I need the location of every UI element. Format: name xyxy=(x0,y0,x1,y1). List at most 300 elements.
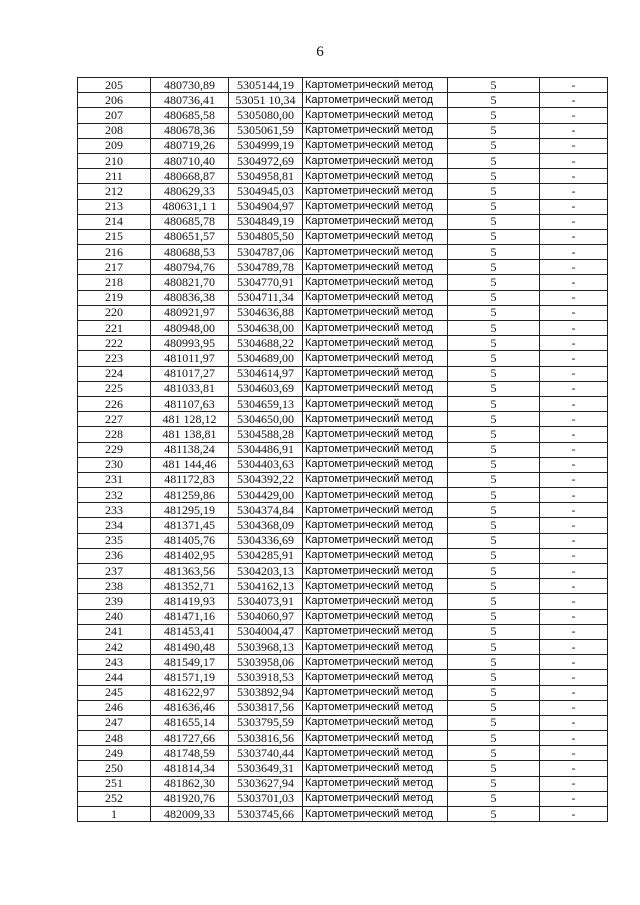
table-row xyxy=(78,260,608,275)
description-cell: - xyxy=(540,138,608,153)
x-coordinate-cell: 481453,41 xyxy=(151,624,229,639)
table-row xyxy=(78,518,608,533)
method-cell: Картометрический метод xyxy=(303,138,448,153)
x-coordinate-cell: 480948,00 xyxy=(151,321,229,336)
method-cell: Картометрический метод xyxy=(303,715,448,730)
description-cell: - xyxy=(540,381,608,396)
accuracy-cell: 5 xyxy=(448,670,540,685)
table-row xyxy=(78,138,608,153)
table-row xyxy=(78,78,608,93)
x-coordinate-cell: 480710,40 xyxy=(151,153,229,168)
point-number-cell: 219 xyxy=(78,290,151,305)
y-coordinate-cell: 53051 10,34 xyxy=(229,93,303,108)
description-cell: - xyxy=(540,807,608,822)
accuracy-cell: 5 xyxy=(448,336,540,351)
point-number-cell: 215 xyxy=(78,229,151,244)
description-cell: - xyxy=(540,290,608,305)
table-row xyxy=(78,412,608,427)
point-number-cell: 245 xyxy=(78,685,151,700)
method-cell: Картометрический метод xyxy=(303,700,448,715)
y-coordinate-cell: 5303649,31 xyxy=(229,761,303,776)
y-coordinate-cell: 5303958,06 xyxy=(229,655,303,670)
accuracy-cell: 5 xyxy=(448,108,540,123)
table-row xyxy=(78,169,608,184)
x-coordinate-cell: 481107,63 xyxy=(151,396,229,411)
accuracy-cell: 5 xyxy=(448,260,540,275)
description-cell: - xyxy=(540,229,608,244)
description-cell: - xyxy=(540,791,608,806)
accuracy-cell: 5 xyxy=(448,655,540,670)
point-number-cell: 212 xyxy=(78,184,151,199)
method-cell: Картометрический метод xyxy=(303,245,448,260)
table-row xyxy=(78,655,608,670)
table-row xyxy=(78,548,608,563)
x-coordinate-cell: 481727,66 xyxy=(151,731,229,746)
method-cell: Картометрический метод xyxy=(303,305,448,320)
accuracy-cell: 5 xyxy=(448,624,540,639)
table-row xyxy=(78,746,608,761)
point-number-cell: 208 xyxy=(78,123,151,138)
accuracy-cell: 5 xyxy=(448,685,540,700)
x-coordinate-cell: 480685,58 xyxy=(151,108,229,123)
description-cell: - xyxy=(540,108,608,123)
table-row xyxy=(78,321,608,336)
y-coordinate-cell: 5304904,97 xyxy=(229,199,303,214)
y-coordinate-cell: 5304614,97 xyxy=(229,366,303,381)
point-number-cell: 236 xyxy=(78,548,151,563)
point-number-cell: 206 xyxy=(78,93,151,108)
accuracy-cell: 5 xyxy=(448,807,540,822)
point-number-cell: 217 xyxy=(78,260,151,275)
method-cell: Картометрический метод xyxy=(303,685,448,700)
x-coordinate-cell: 481017,27 xyxy=(151,366,229,381)
point-number-cell: 235 xyxy=(78,533,151,548)
description-cell: - xyxy=(540,564,608,579)
table-row xyxy=(78,245,608,260)
y-coordinate-cell: 5304162,13 xyxy=(229,579,303,594)
x-coordinate-cell: 481402,95 xyxy=(151,548,229,563)
accuracy-cell: 5 xyxy=(448,594,540,609)
x-coordinate-cell: 480629,33 xyxy=(151,184,229,199)
x-coordinate-cell: 481 138,81 xyxy=(151,427,229,442)
y-coordinate-cell: 5303745,66 xyxy=(229,807,303,822)
table-row xyxy=(78,761,608,776)
y-coordinate-cell: 5303701,03 xyxy=(229,791,303,806)
method-cell: Картометрический метод xyxy=(303,442,448,457)
point-number-cell: 226 xyxy=(78,396,151,411)
coordinates-table-body xyxy=(78,78,608,822)
accuracy-cell: 5 xyxy=(448,609,540,624)
method-cell: Картометрический метод xyxy=(303,776,448,791)
description-cell: - xyxy=(540,169,608,184)
y-coordinate-cell: 5304392,22 xyxy=(229,472,303,487)
accuracy-cell: 5 xyxy=(448,123,540,138)
y-coordinate-cell: 5304486,91 xyxy=(229,442,303,457)
point-number-cell: 205 xyxy=(78,78,151,93)
table-row xyxy=(78,123,608,138)
y-coordinate-cell: 5304203,13 xyxy=(229,564,303,579)
table-row xyxy=(78,700,608,715)
accuracy-cell: 5 xyxy=(448,518,540,533)
x-coordinate-cell: 480719,26 xyxy=(151,138,229,153)
method-cell: Картометрический метод xyxy=(303,78,448,93)
x-coordinate-cell: 481011,97 xyxy=(151,351,229,366)
method-cell: Картометрический метод xyxy=(303,229,448,244)
y-coordinate-cell: 5304336,69 xyxy=(229,533,303,548)
point-number-cell: 249 xyxy=(78,746,151,761)
y-coordinate-cell: 5304004,47 xyxy=(229,624,303,639)
method-cell: Картометрический метод xyxy=(303,791,448,806)
method-cell: Картометрический метод xyxy=(303,746,448,761)
y-coordinate-cell: 5304603,69 xyxy=(229,381,303,396)
y-coordinate-cell: 5304958,81 xyxy=(229,169,303,184)
y-coordinate-cell: 5304285,91 xyxy=(229,548,303,563)
method-cell: Картометрический метод xyxy=(303,533,448,548)
point-number-cell: 225 xyxy=(78,381,151,396)
point-number-cell: 228 xyxy=(78,427,151,442)
point-number-cell: 222 xyxy=(78,336,151,351)
y-coordinate-cell: 5304650,00 xyxy=(229,412,303,427)
y-coordinate-cell: 5303918,53 xyxy=(229,670,303,685)
description-cell: - xyxy=(540,93,608,108)
description-cell: - xyxy=(540,685,608,700)
y-coordinate-cell: 5304073,91 xyxy=(229,594,303,609)
x-coordinate-cell: 481295,19 xyxy=(151,503,229,518)
accuracy-cell: 5 xyxy=(448,214,540,229)
x-coordinate-cell: 480836,38 xyxy=(151,290,229,305)
table-row xyxy=(78,715,608,730)
method-cell: Картометрический метод xyxy=(303,427,448,442)
description-cell: - xyxy=(540,260,608,275)
x-coordinate-cell: 480993,95 xyxy=(151,336,229,351)
method-cell: Картометрический метод xyxy=(303,655,448,670)
point-number-cell: 244 xyxy=(78,670,151,685)
accuracy-cell: 5 xyxy=(448,761,540,776)
method-cell: Картометрический метод xyxy=(303,472,448,487)
point-number-cell: 230 xyxy=(78,457,151,472)
table-row xyxy=(78,731,608,746)
y-coordinate-cell: 5304368,09 xyxy=(229,518,303,533)
method-cell: Картометрический метод xyxy=(303,321,448,336)
point-number-cell: 209 xyxy=(78,138,151,153)
accuracy-cell: 5 xyxy=(448,457,540,472)
point-number-cell: 213 xyxy=(78,199,151,214)
x-coordinate-cell: 481405,76 xyxy=(151,533,229,548)
description-cell: - xyxy=(540,548,608,563)
description-cell: - xyxy=(540,351,608,366)
accuracy-cell: 5 xyxy=(448,715,540,730)
x-coordinate-cell: 480685,78 xyxy=(151,214,229,229)
point-number-cell: 251 xyxy=(78,776,151,791)
description-cell: - xyxy=(540,123,608,138)
point-number-cell: 237 xyxy=(78,564,151,579)
description-cell: - xyxy=(540,184,608,199)
point-number-cell: 211 xyxy=(78,169,151,184)
point-number-cell: 224 xyxy=(78,366,151,381)
y-coordinate-cell: 5304849,19 xyxy=(229,214,303,229)
x-coordinate-cell: 480688,53 xyxy=(151,245,229,260)
description-cell: - xyxy=(540,245,608,260)
accuracy-cell: 5 xyxy=(448,746,540,761)
point-number-cell: 223 xyxy=(78,351,151,366)
method-cell: Картометрический метод xyxy=(303,260,448,275)
y-coordinate-cell: 5303968,13 xyxy=(229,639,303,654)
method-cell: Картометрический метод xyxy=(303,336,448,351)
point-number-cell: 250 xyxy=(78,761,151,776)
description-cell: - xyxy=(540,731,608,746)
y-coordinate-cell: 5304972,69 xyxy=(229,153,303,168)
x-coordinate-cell: 481371,45 xyxy=(151,518,229,533)
accuracy-cell: 5 xyxy=(448,321,540,336)
point-number-cell: 210 xyxy=(78,153,151,168)
table-row xyxy=(78,488,608,503)
description-cell: - xyxy=(540,533,608,548)
table-row xyxy=(78,442,608,457)
table-row xyxy=(78,503,608,518)
point-number-cell: 216 xyxy=(78,245,151,260)
accuracy-cell: 5 xyxy=(448,184,540,199)
method-cell: Картометрический метод xyxy=(303,761,448,776)
method-cell: Картометрический метод xyxy=(303,624,448,639)
y-coordinate-cell: 5304688,22 xyxy=(229,336,303,351)
method-cell: Картометрический метод xyxy=(303,214,448,229)
y-coordinate-cell: 5304789,78 xyxy=(229,260,303,275)
y-coordinate-cell: 5304805,50 xyxy=(229,229,303,244)
point-number-cell: 234 xyxy=(78,518,151,533)
point-number-cell: 218 xyxy=(78,275,151,290)
x-coordinate-cell: 480794,76 xyxy=(151,260,229,275)
description-cell: - xyxy=(540,655,608,670)
table-row xyxy=(78,214,608,229)
description-cell: - xyxy=(540,488,608,503)
accuracy-cell: 5 xyxy=(448,412,540,427)
table-row xyxy=(78,199,608,214)
table-row xyxy=(78,184,608,199)
x-coordinate-cell: 481471,16 xyxy=(151,609,229,624)
description-cell: - xyxy=(540,639,608,654)
method-cell: Картометрический метод xyxy=(303,412,448,427)
y-coordinate-cell: 5304945,03 xyxy=(229,184,303,199)
accuracy-cell: 5 xyxy=(448,290,540,305)
description-cell: - xyxy=(540,366,608,381)
x-coordinate-cell: 481636,46 xyxy=(151,700,229,715)
accuracy-cell: 5 xyxy=(448,229,540,244)
description-cell: - xyxy=(540,624,608,639)
point-number-cell: 221 xyxy=(78,321,151,336)
accuracy-cell: 5 xyxy=(448,731,540,746)
point-number-cell: 232 xyxy=(78,488,151,503)
accuracy-cell: 5 xyxy=(448,351,540,366)
point-number-cell: 243 xyxy=(78,655,151,670)
method-cell: Картометрический метод xyxy=(303,548,448,563)
point-number-cell: 246 xyxy=(78,700,151,715)
point-number-cell: 220 xyxy=(78,305,151,320)
table-row xyxy=(78,351,608,366)
x-coordinate-cell: 481419,93 xyxy=(151,594,229,609)
point-number-cell: 227 xyxy=(78,412,151,427)
description-cell: - xyxy=(540,746,608,761)
table-row xyxy=(78,290,608,305)
table-row xyxy=(78,564,608,579)
table-row xyxy=(78,381,608,396)
table-row xyxy=(78,336,608,351)
y-coordinate-cell: 5304711,34 xyxy=(229,290,303,305)
table-row xyxy=(78,807,608,822)
x-coordinate-cell: 480651,57 xyxy=(151,229,229,244)
accuracy-cell: 5 xyxy=(448,579,540,594)
y-coordinate-cell: 5304638,00 xyxy=(229,321,303,336)
point-number-cell: 240 xyxy=(78,609,151,624)
description-cell: - xyxy=(540,321,608,336)
table-row xyxy=(78,533,608,548)
accuracy-cell: 5 xyxy=(448,791,540,806)
method-cell: Картометрический метод xyxy=(303,93,448,108)
table-row xyxy=(78,579,608,594)
description-cell: - xyxy=(540,275,608,290)
x-coordinate-cell: 481 144,46 xyxy=(151,457,229,472)
table-row xyxy=(78,93,608,108)
page-number: 6 xyxy=(316,44,324,60)
x-coordinate-cell: 481814,34 xyxy=(151,761,229,776)
table-row xyxy=(78,776,608,791)
method-cell: Картометрический метод xyxy=(303,366,448,381)
description-cell: - xyxy=(540,776,608,791)
table-row xyxy=(78,396,608,411)
accuracy-cell: 5 xyxy=(448,153,540,168)
accuracy-cell: 5 xyxy=(448,548,540,563)
method-cell: Картометрический метод xyxy=(303,670,448,685)
accuracy-cell: 5 xyxy=(448,396,540,411)
description-cell: - xyxy=(540,700,608,715)
description-cell: - xyxy=(540,78,608,93)
method-cell: Картометрический метод xyxy=(303,184,448,199)
method-cell: Картометрический метод xyxy=(303,488,448,503)
x-coordinate-cell: 481571,19 xyxy=(151,670,229,685)
x-coordinate-cell: 481920,76 xyxy=(151,791,229,806)
description-cell: - xyxy=(540,199,608,214)
x-coordinate-cell: 481172,83 xyxy=(151,472,229,487)
description-cell: - xyxy=(540,153,608,168)
y-coordinate-cell: 5305061,59 xyxy=(229,123,303,138)
description-cell: - xyxy=(540,518,608,533)
table-row xyxy=(78,624,608,639)
method-cell: Картометрический метод xyxy=(303,594,448,609)
accuracy-cell: 5 xyxy=(448,366,540,381)
point-number-cell: 247 xyxy=(78,715,151,730)
point-number-cell: 231 xyxy=(78,472,151,487)
method-cell: Картометрический метод xyxy=(303,381,448,396)
x-coordinate-cell: 481352,71 xyxy=(151,579,229,594)
y-coordinate-cell: 5304403,63 xyxy=(229,457,303,472)
table-row xyxy=(78,275,608,290)
description-cell: - xyxy=(540,396,608,411)
coordinates-table xyxy=(77,77,608,822)
description-cell: - xyxy=(540,761,608,776)
table-row xyxy=(78,305,608,320)
description-cell: - xyxy=(540,427,608,442)
x-coordinate-cell: 480821,70 xyxy=(151,275,229,290)
y-coordinate-cell: 5304588,28 xyxy=(229,427,303,442)
x-coordinate-cell: 481655,14 xyxy=(151,715,229,730)
description-cell: - xyxy=(540,609,608,624)
method-cell: Картометрический метод xyxy=(303,564,448,579)
x-coordinate-cell: 480631,1 1 xyxy=(151,199,229,214)
description-cell: - xyxy=(540,442,608,457)
point-number-cell: 248 xyxy=(78,731,151,746)
point-number-cell: 241 xyxy=(78,624,151,639)
description-cell: - xyxy=(540,457,608,472)
method-cell: Картометрический метод xyxy=(303,275,448,290)
accuracy-cell: 5 xyxy=(448,381,540,396)
x-coordinate-cell: 481490,48 xyxy=(151,639,229,654)
y-coordinate-cell: 5303817,56 xyxy=(229,700,303,715)
method-cell: Картометрический метод xyxy=(303,153,448,168)
description-cell: - xyxy=(540,336,608,351)
point-number-cell: 207 xyxy=(78,108,151,123)
point-number-cell: 252 xyxy=(78,791,151,806)
table-row xyxy=(78,670,608,685)
y-coordinate-cell: 5305080,00 xyxy=(229,108,303,123)
accuracy-cell: 5 xyxy=(448,169,540,184)
y-coordinate-cell: 5304659,13 xyxy=(229,396,303,411)
point-number-cell: 242 xyxy=(78,639,151,654)
x-coordinate-cell: 481138,24 xyxy=(151,442,229,457)
accuracy-cell: 5 xyxy=(448,427,540,442)
table-row xyxy=(78,366,608,381)
accuracy-cell: 5 xyxy=(448,700,540,715)
y-coordinate-cell: 5305144,19 xyxy=(229,78,303,93)
method-cell: Картометрический метод xyxy=(303,351,448,366)
y-coordinate-cell: 5303892,94 xyxy=(229,685,303,700)
y-coordinate-cell: 5304770,91 xyxy=(229,275,303,290)
accuracy-cell: 5 xyxy=(448,78,540,93)
x-coordinate-cell: 481549,17 xyxy=(151,655,229,670)
accuracy-cell: 5 xyxy=(448,442,540,457)
x-coordinate-cell: 481862,30 xyxy=(151,776,229,791)
point-number-cell: 239 xyxy=(78,594,151,609)
table-row xyxy=(78,639,608,654)
table-row xyxy=(78,609,608,624)
x-coordinate-cell: 481748,59 xyxy=(151,746,229,761)
description-cell: - xyxy=(540,472,608,487)
accuracy-cell: 5 xyxy=(448,199,540,214)
y-coordinate-cell: 5304689,00 xyxy=(229,351,303,366)
y-coordinate-cell: 5303627,94 xyxy=(229,776,303,791)
table-row xyxy=(78,427,608,442)
method-cell: Картометрический метод xyxy=(303,731,448,746)
method-cell: Картометрический метод xyxy=(303,199,448,214)
accuracy-cell: 5 xyxy=(448,472,540,487)
description-cell: - xyxy=(540,670,608,685)
x-coordinate-cell: 480921,97 xyxy=(151,305,229,320)
accuracy-cell: 5 xyxy=(448,275,540,290)
y-coordinate-cell: 5303795,59 xyxy=(229,715,303,730)
point-number-cell: 214 xyxy=(78,214,151,229)
x-coordinate-cell: 480668,87 xyxy=(151,169,229,184)
y-coordinate-cell: 5303740,44 xyxy=(229,746,303,761)
accuracy-cell: 5 xyxy=(448,245,540,260)
description-cell: - xyxy=(540,594,608,609)
description-cell: - xyxy=(540,305,608,320)
table-row xyxy=(78,229,608,244)
method-cell: Картометрический метод xyxy=(303,518,448,533)
method-cell: Картометрический метод xyxy=(303,579,448,594)
y-coordinate-cell: 5304429,00 xyxy=(229,488,303,503)
description-cell: - xyxy=(540,579,608,594)
x-coordinate-cell: 481033,81 xyxy=(151,381,229,396)
point-number-cell: 1 xyxy=(78,807,151,822)
method-cell: Картометрический метод xyxy=(303,807,448,822)
